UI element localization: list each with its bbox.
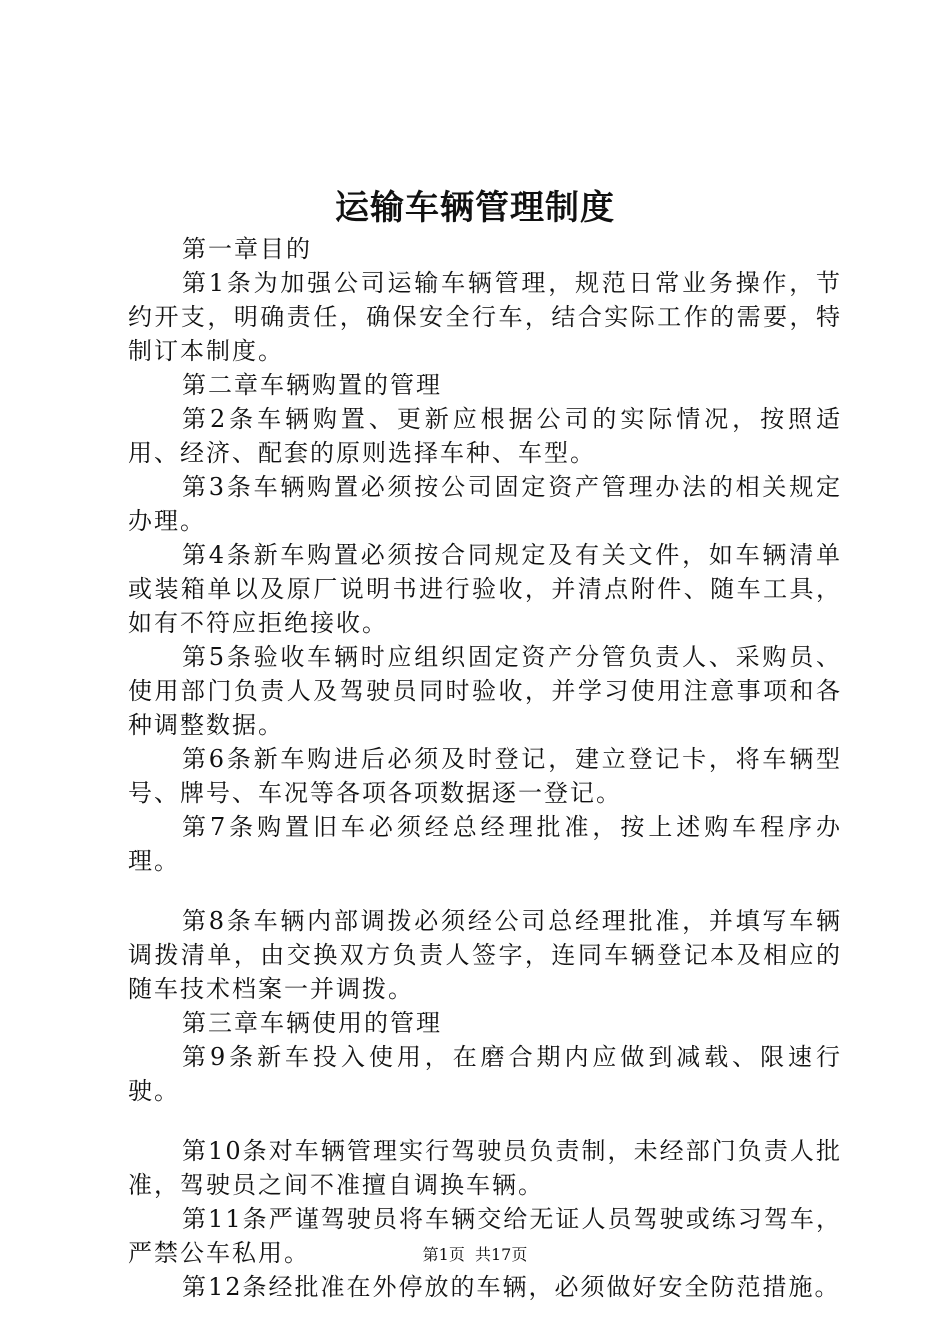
article-paragraph: 第4条新车购置必须按合同规定及有关文件，如车辆清单或装箱单以及原厂说明书进行验收，并清点附件、随车工具，如有不符应拒绝接收。	[128, 541, 842, 637]
chapter-heading: 第三章车辆使用的管理	[182, 1009, 442, 1037]
article-paragraph: 第9条新车投入使用，在磨合期内应做到减载、限速行驶。	[128, 1043, 842, 1105]
article-paragraph: 第10条对车辆管理实行驾驶员负责制，未经部门负责人批准，驾驶员之间不准擅自调换车辆。	[128, 1137, 842, 1199]
document-title: 运输车辆管理制度	[335, 188, 615, 228]
article-paragraph: 第3条车辆购置必须按公司固定资产管理办法的相关规定办理。	[128, 473, 842, 535]
article-paragraph: 第1条为加强公司运输车辆管理，规范日常业务操作，节约开支，明确责任，确保安全行车，结合实际工作的需要，特制订本制度。	[128, 269, 842, 365]
chapter-heading: 第一章目的	[182, 235, 312, 263]
article-paragraph: 第5条验收车辆时应组织固定资产分管负责人、采购员、使用部门负责人及驾驶员同时验收，并学习使用注意事项和各种调整数据。	[128, 643, 842, 739]
article-paragraph: 第8条车辆内部调拨必须经公司总经理批准，并填写车辆调拨清单，由交换双方负责人签字，连同车辆登记本及相应的随车技术档案一并调拨。	[128, 907, 842, 1003]
document-body	[128, 232, 842, 1304]
chapter-heading: 第二章车辆购置的管理	[182, 371, 442, 399]
article-paragraph: 第11条严谨驾驶员将车辆交给无证人员驾驶或练习驾车，严禁公车私用。	[128, 1205, 842, 1267]
article-paragraph: 第12条经批准在外停放的车辆，必须做好安全防范措施。	[182, 1273, 841, 1301]
page-footer: 第1页 共17页	[422, 1245, 528, 1264]
article-paragraph: 第6条新车购进后必须及时登记，建立登记卡，将车辆型号、牌号、车况等各项各项数据逐一登记。	[128, 745, 842, 807]
article-paragraph: 第2条车辆购置、更新应根据公司的实际情况，按照适用、经济、配套的原则选择车种、车型。	[128, 405, 842, 467]
article-paragraph: 第7条购置旧车必须经总经理批准，按上述购车程序办理。	[128, 813, 842, 875]
